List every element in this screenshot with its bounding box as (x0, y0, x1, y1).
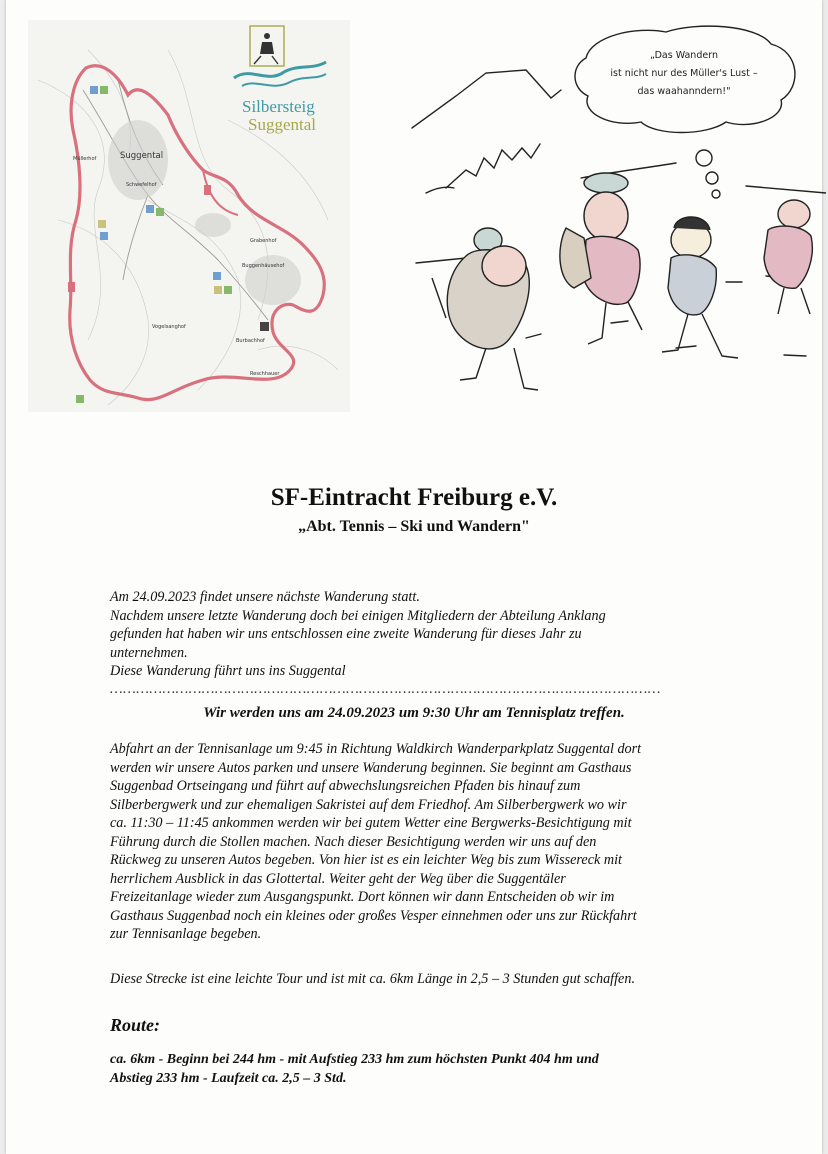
description-line: Abfahrt an der Tennisanlage um 9:45 in Richtung Waldkirch Wanderparkplatz Suggental dort (110, 741, 642, 757)
description-line: herrlichem Ausblick in das Glottertal. Weiter geht der Weg über die Suggentäler (110, 870, 566, 887)
intro-line: Nachdem unsere letzte Wanderung doch bei einigen Mitgliedern der Abteilung Anklang (110, 607, 606, 624)
speech-line-3: das waahanndern!" (637, 86, 731, 97)
description-line: Silberbergwerk und zur ehemaligen Sakristei auf dem Friedhof. Am Silberbergwerk wo wir (110, 796, 627, 813)
tour-summary-text: Diese Strecke ist eine leichte Tour und ist mit ca. 6km Länge in 2,5 – 3 Stunden gut schaffen. (110, 971, 635, 987)
description-line: Rückweg zu unseren Autos begeben. Von hier ist es ein leichter Weg bis zum Wissereck mit (110, 852, 622, 868)
description-line: Suggenbad Ortseingang und führt auf abwechslungsreichen Pfaden bis hinauf zum (110, 778, 581, 794)
description-line: Führung durch die Stollen machen. Nach dieser Besichtigung werden wir uns auf den (110, 833, 597, 850)
club-title: SF-Eintracht Freiburg e.V. (270, 484, 558, 511)
description-line: werden wir unsere Autos parken und unsere Wanderung beginnen. Sie beginnt am Gasthaus (110, 759, 632, 776)
map-label-schwefelhof: Schwefelhof (126, 182, 157, 188)
intro-line: Am 24.09.2023 findet unsere nächste Wanderung statt. (110, 589, 420, 605)
logo-line2: Suggental (248, 115, 316, 134)
description-line: ca. 11:30 – 11:45 ankommen werden wir bei gutem Wetter eine Bergwerks-Besichtigung mit (110, 815, 632, 831)
flyer-page (6, 0, 822, 1154)
department-subtitle: „Abt. Tennis – Ski und Wandern" (298, 518, 530, 535)
intro-paragraph (110, 588, 750, 681)
tour-summary (110, 970, 750, 989)
intro-line: gefunden hat haben wir uns entschlossen eine zweite Wanderung für dieses Jahr zu (110, 626, 582, 642)
route-heading: Route: (110, 1015, 161, 1035)
speech-line-2: ist nicht nur des Müller's Lust – (610, 68, 758, 79)
intro-line: Diese Wanderung führt uns ins Suggental (110, 663, 346, 679)
hikers-cartoon (406, 18, 826, 410)
description-line: Freizeitanlage wieder zum Ausgangspunkt. Dort können wir dann Entscheiden ob wir im (110, 889, 615, 905)
map-label-grabenhof: Grabenhof (250, 238, 277, 244)
route-line: ca. 6km - Beginn bei 244 hm - mit Aufstieg 233 hm zum höchsten Punkt 404 hm und (110, 1052, 599, 1067)
map-label-burbachhof: Burbachhof (236, 338, 265, 344)
map-label-vogelsanghof: Vogelsanghof (152, 324, 186, 330)
speech-line-1: „Das Wandern (650, 50, 718, 61)
map-label-muellerhof: Müllerhof (73, 156, 97, 162)
map-label-reschhauer: Reschhauer (250, 371, 280, 377)
route-line: Abstieg 233 hm - Laufzeit ca. 2,5 – 3 Std. (110, 1071, 347, 1086)
description-paragraph (110, 740, 750, 944)
route-details (110, 1050, 750, 1088)
dotted-separator: ……………………………………………………………………………………………………………… (110, 681, 661, 697)
description-line: zur Tennisanlage begeben. (110, 926, 262, 942)
map-label-buggenhaeusehof: Buggenhäusehof (242, 263, 285, 269)
description-line: Gasthaus Suggenbad noch ein kleines oder großes Vesper einnehmen oder uns zur Rückfahrt (110, 907, 637, 924)
logo-line1: Silbersteig (242, 97, 315, 116)
hiking-route-map (28, 20, 350, 412)
intro-line: unternehmen. (110, 644, 188, 661)
meeting-notice: Wir werden uns am 24.09.2023 um 9:30 Uhr am Tennisplatz treffen. (203, 705, 625, 721)
map-label-suggental: Suggental (120, 151, 164, 161)
